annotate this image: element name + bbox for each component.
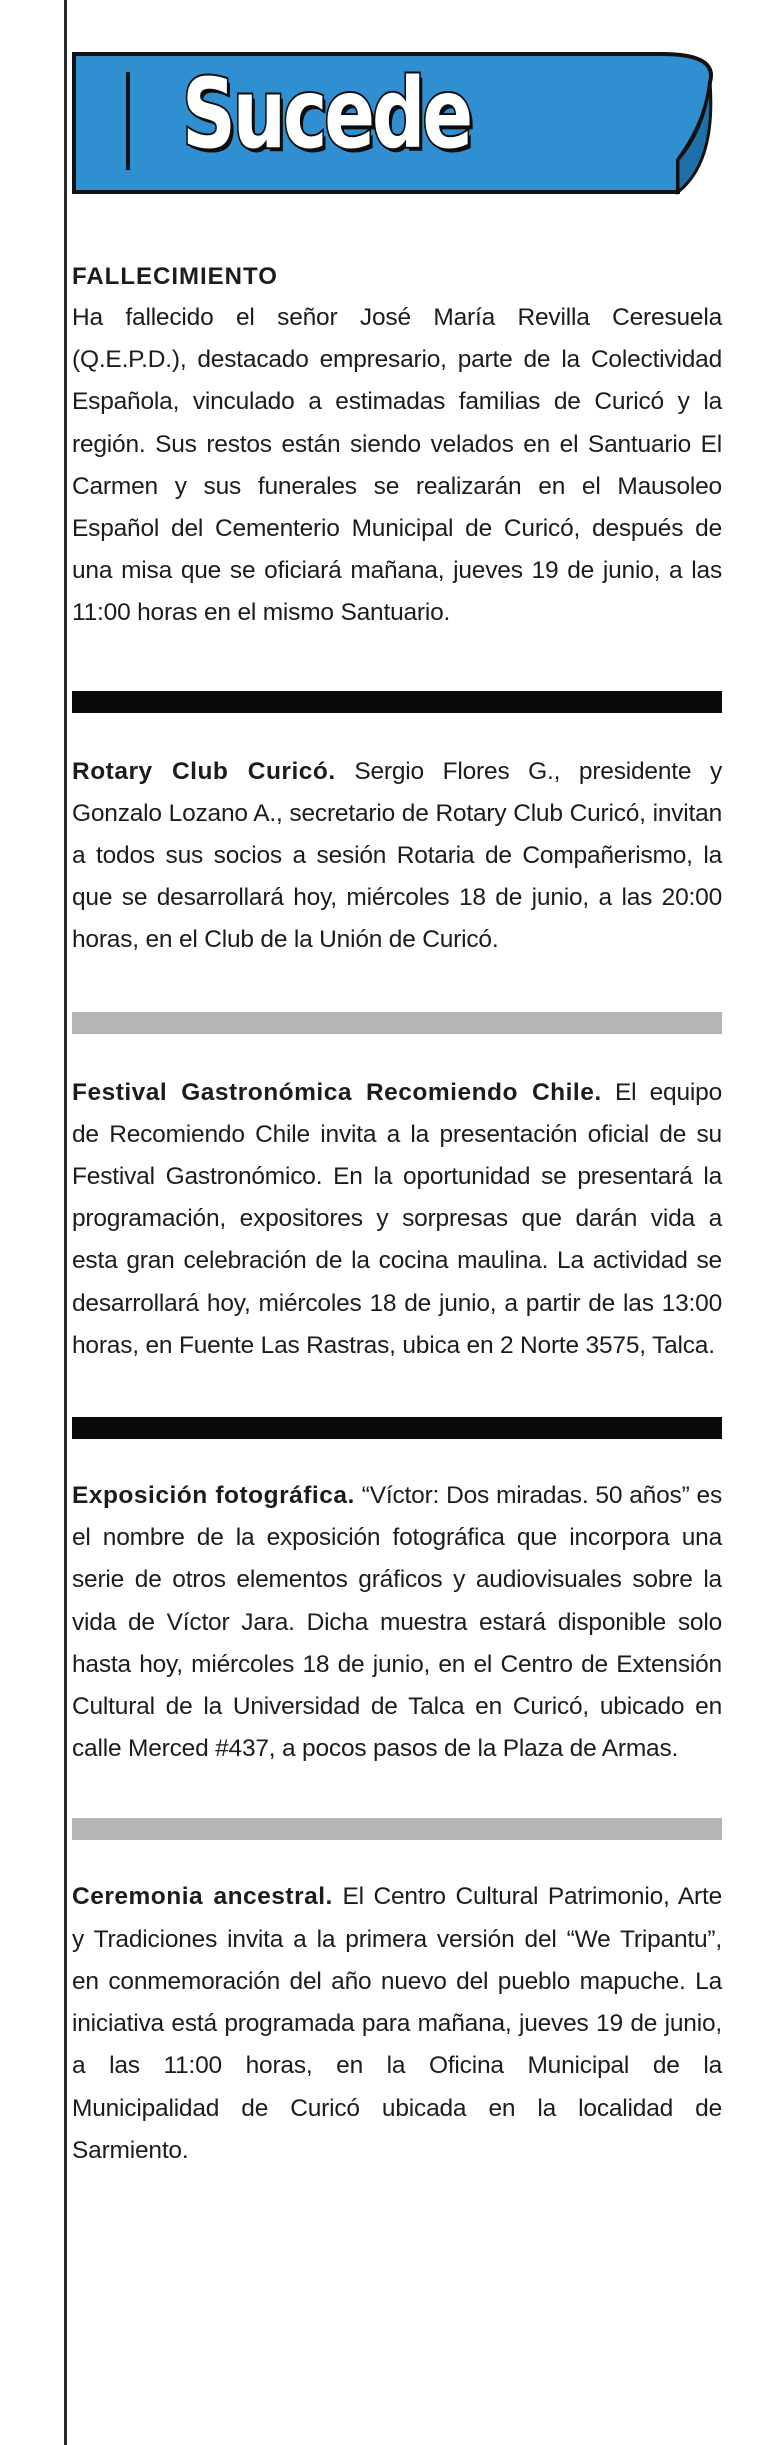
notice-body: “Víctor: Dos miradas. 50 años” es el nombre de la exposición fotográfica que incorpora una serie de otros elementos gráficos y audiovisuales sobre la vida de Víctor Jara. Dicha muestra estará disponible solo hasta hoy, miércoles 18 de junio, en el Centro de Extensión Cultural de la Universidad de Talca en Curicó, ubicado en calle Merced #437, a pocos pasos de la Plaza de Armas. [72,1482,722,1763]
divider [72,1417,722,1439]
page-edge-line [64,0,67,2445]
sucede-column [72,0,722,2172]
notice-lead: Ceremonia ancestral. [72,1883,333,1911]
notice-body: El equipo de Recomiendo Chile invita a la presentación oficial de su Festival Gastronómico. En la oportunidad se presentará la programación, expositores y sorpresas que darán vida a esta gran celebración de la cocina maulina. La actividad se desarrollará hoy, miércoles 18 de junio, a partir de las 13:00 horas, en Fuente Las Rastras, ubica en 2 Norte 3575, Talca. [72,1078,723,1359]
section-title: Sucede [182,58,471,170]
notice-rotary [72,751,722,962]
divider [72,1818,722,1840]
notice-lead: Exposición fotográfica. [72,1482,355,1510]
divider [72,1012,722,1034]
notice-body: Sergio Flores G., presidente y Gonzalo Lozano A., secretario de Rotary Club Curicó, invitan a todos sus socios a sesión Rotaria de Compañerismo, la que se desarrollará hoy, miércoles 18 de junio, a las 20:00 horas, en el Club de la Unión de Curicó. [72,757,723,954]
notice-fallecimiento [72,257,722,635]
notice-ceremonia [72,1876,722,2171]
section-header [72,52,722,202]
notice-lead: Festival Gastronómica Recomiendo Chile. [72,1078,602,1106]
notice-body: Ha fallecido el señor José María Revilla Ceresuela (Q.E.P.D.), destacado empresario, parte de la Colectividad Española, vinculado a estimadas familias de Curicó y la región. Sus restos están siendo velados en el Santuario El Carmen y sus funerales se realizarán en el Mausoleo Español del Cementerio Municipal de Curicó, después de una misa que se oficiará mañana, jueves 19 de junio, a las 11:00 horas en el mismo Santuario. [72,304,722,627]
notice-body: El Centro Cultural Patrimonio, Arte y Tradiciones invita a la primera versión del “We Tripantu”, en conmemoración del año nuevo del pueblo mapuche. La iniciativa está programada para mañana, jueves 19 de junio, a las 11:00 horas, en la Oficina Municipal de la Municipalidad de Curicó ubicada en la localidad de Sarmiento. [72,1883,722,2164]
notice-heading: FALLECIMIENTO [72,263,278,290]
divider [72,691,722,713]
notice-exposicion [72,1475,722,1770]
notice-lead: Rotary Club Curicó. [72,757,336,785]
notice-festival [72,1072,722,1367]
